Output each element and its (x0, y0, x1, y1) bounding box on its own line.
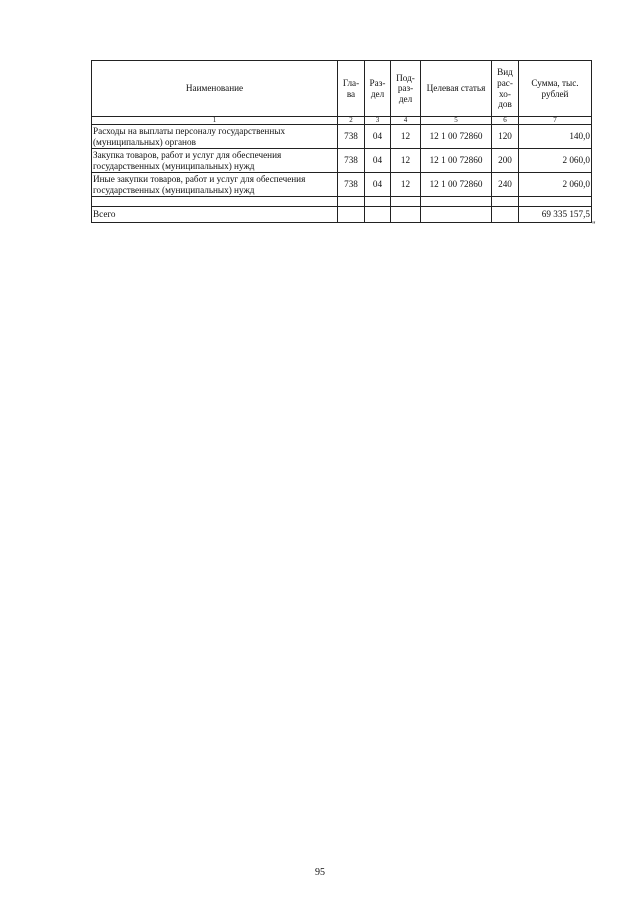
row-name: Закупка товаров, работ и услуг для обеспечения государственных (муниципальных) нужд (92, 149, 338, 173)
empty-cell (391, 197, 421, 207)
row-vid: 200 (492, 149, 519, 173)
empty-row (92, 197, 592, 207)
header-vid: Вид рас-хо-дов (492, 61, 519, 117)
row-razdel: 04 (365, 173, 391, 197)
header-razdel: Раз-дел (365, 61, 391, 117)
row-podrazdel: 12 (391, 125, 421, 149)
table-row (92, 173, 592, 197)
empty-cell (365, 207, 391, 223)
table-row (92, 149, 592, 173)
row-glava: 738 (338, 149, 365, 173)
header-glava: Гла-ва (338, 61, 365, 117)
total-value: 69 335 157,5 (519, 207, 592, 223)
column-number: 5 (421, 117, 492, 125)
row-statya: 12 1 00 72860 (421, 149, 492, 173)
total-label: Всего (92, 207, 338, 223)
empty-cell (492, 197, 519, 207)
total-row (92, 207, 592, 223)
page-number: 95 (315, 867, 325, 878)
row-summa: 2 060,0 (519, 149, 592, 173)
closing-quote: " (592, 220, 596, 230)
empty-cell (492, 207, 519, 223)
column-number: 6 (492, 117, 519, 125)
row-summa: 140,0 (519, 125, 592, 149)
header-row (92, 61, 592, 117)
column-number: 1 (92, 117, 338, 125)
empty-cell (421, 197, 492, 207)
empty-cell (365, 197, 391, 207)
row-glava: 738 (338, 125, 365, 149)
header-podrazdel: Под-раз-дел (391, 61, 421, 117)
column-number: 2 (338, 117, 365, 125)
column-number: 7 (519, 117, 592, 125)
row-vid: 120 (492, 125, 519, 149)
row-glava: 738 (338, 173, 365, 197)
empty-cell (391, 207, 421, 223)
empty-cell (338, 207, 365, 223)
empty-cell (421, 207, 492, 223)
empty-cell (519, 197, 592, 207)
row-name: Иные закупки товаров, работ и услуг для обеспечения государственных (муниципальных) нужд (92, 173, 338, 197)
row-name: Расходы на выплаты персоналу государственных (муниципальных) органов (92, 125, 338, 149)
empty-cell (92, 197, 338, 207)
row-statya: 12 1 00 72860 (421, 173, 492, 197)
table-row (92, 125, 592, 149)
column-number: 4 (391, 117, 421, 125)
header-statya: Целевая статья (421, 61, 492, 117)
row-razdel: 04 (365, 149, 391, 173)
row-vid: 240 (492, 173, 519, 197)
row-podrazdel: 12 (391, 173, 421, 197)
row-podrazdel: 12 (391, 149, 421, 173)
column-number-row (92, 117, 592, 125)
header-summa: Сумма, тыс. рублей (519, 61, 592, 117)
budget-table (91, 60, 592, 223)
row-summa: 2 060,0 (519, 173, 592, 197)
column-number: 3 (365, 117, 391, 125)
header-name: Наименование (92, 61, 338, 117)
row-statya: 12 1 00 72860 (421, 125, 492, 149)
row-razdel: 04 (365, 125, 391, 149)
empty-cell (338, 197, 365, 207)
